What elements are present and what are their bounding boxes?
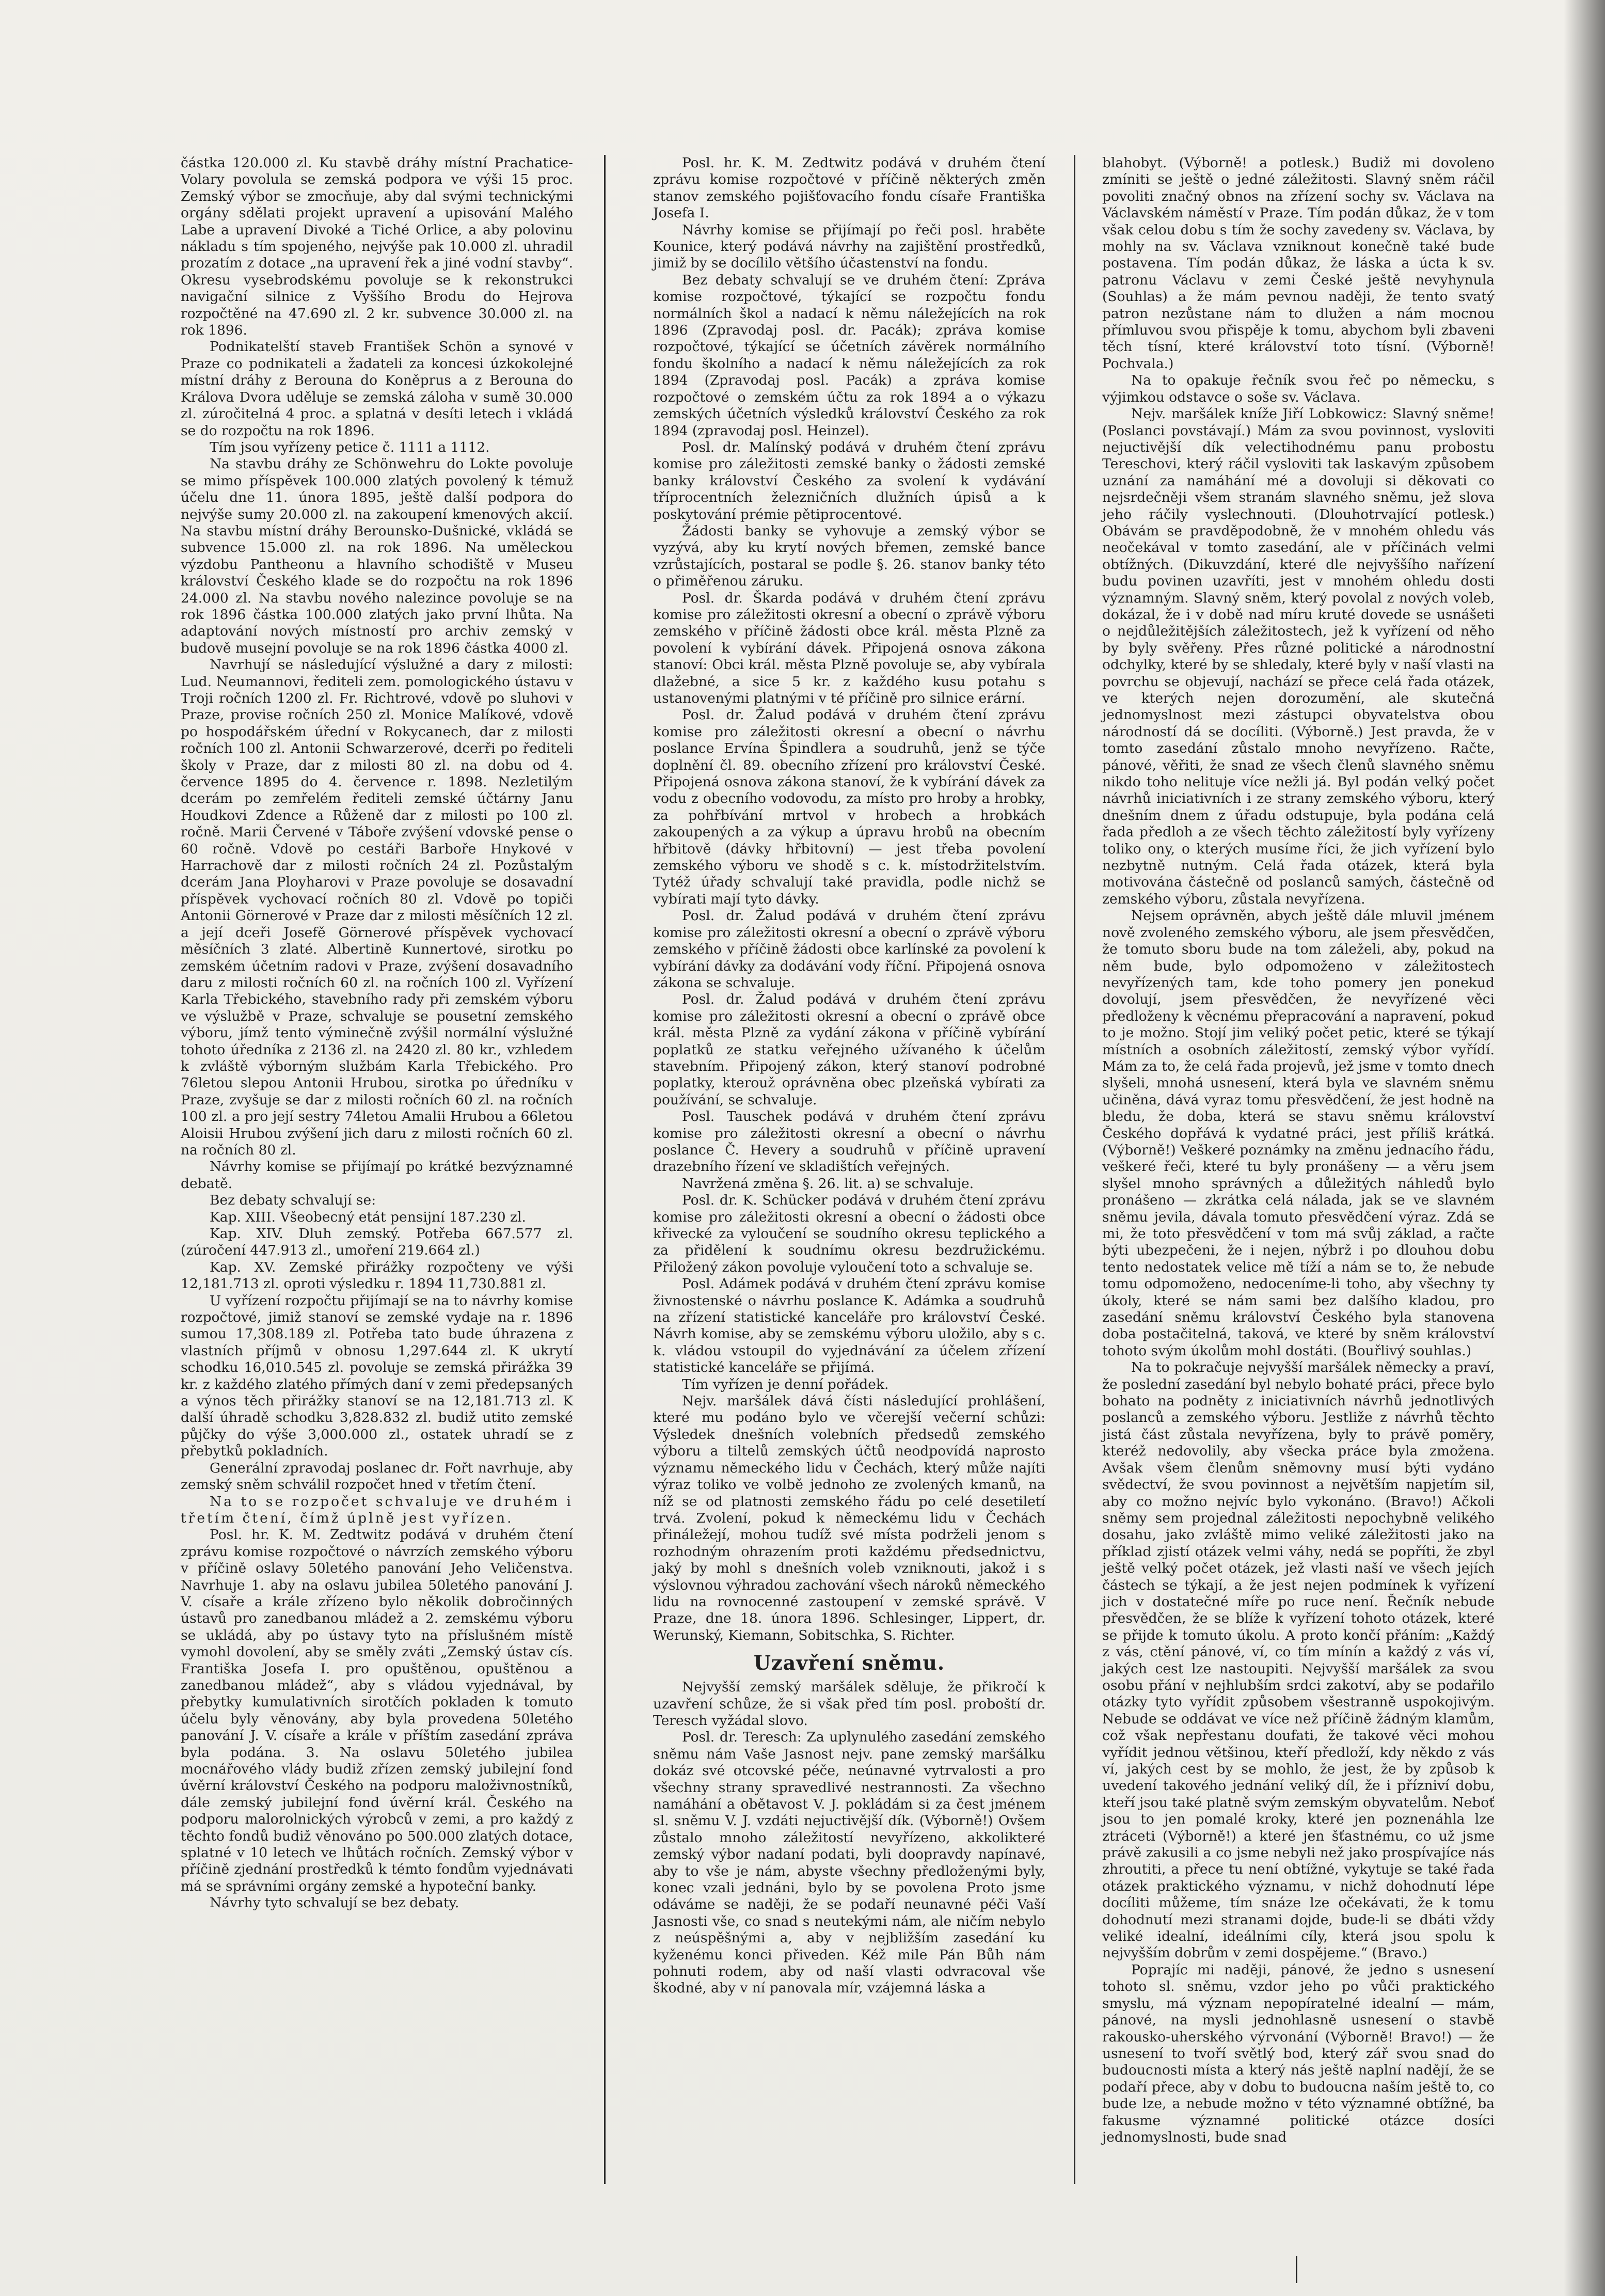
paragraph: Tím vyřízen je denní pořádek. — [682, 1376, 889, 1392]
paragraph: Nejv. maršálek kníže Jiří Lobkowicz: Slavný sněme! (Poslanci povstávají.) Mám za svou povinnost, vysloviti nejuctivější dík velectihodnému panu probostu Tereschovi, který ráčil vysloviti tak laskavým způsobem uznání za namáhání mé a dovoluji si děkovati co nejsrdečněji všem stranám slavného sněmu, jež slova jeho ráčily vyslechnouti. (Dlouhotrvající potlesk.) Obávám se pravděpodobně, že v mnohém ohledu vás neočekával v tomto zasedání, ale v příčinách velmi obtížných. (Dikuvzdání, které dle nejvyššího nařízení budu povinen uzavříti, jest v mnohém ohledu dosti významným. Slavný sněm, který povolal z nových voleb, dokázal, že i v době nad míru kruté dovede se usnášeti o nejdůležitějších záležitostech, jež k vyřízení od něho by byly svěřeny. Přes různé politické a národnostní odchylky, které by se shledaly, které byly v naší vlasti na povrchu se objevují, nachází se přece celá řada otázek, ve kterých nejen dorozumění, ale skutečná jednomyslnost mezi zástupci obyvatelstva obou národností dá se docíliti. (Výborně.) Jest pravda, že v tomto zasedání zůstalo mnoho nevyřízeno. Račte, pánové, věřiti, že snad ze všech členů slavného sněmu nikdo toho nelituje více nežli já. Byl podán velký počet návrhů iniciativních i ze strany zemského výboru, který dnešním dnem z úřadu odstupuje, byla podána celá řada předloh a ze všech těchto záležitostí byly vyřízeny toliko ony, o kterých musíme říci, že jich vyřízení bylo nezbytně nutným. Celá řada otázek, která byla motivována částečně od poslanců samých, částečně od zemského výboru, zůstala nevyřízena. — [1102, 406, 1495, 907]
paragraph: Návrhy tyto schvalují se bez debaty. — [210, 1895, 459, 1911]
paragraph: Kap. XIV. Dluh zemský. Potřeba 667.577 zl. (zúročení 447.913 zl., umoření 219.664 zl.) — [181, 1226, 573, 1259]
paragraph: Posl. hr. K. M. Zedtwitz podává v druhém čtení zprávu komise rozpočtové v příčině některých změn stanov zemského pojišťovacího fondu císaře Františka Josefa I. — [653, 155, 1045, 221]
paragraph: Kap. XV. Zemské přirážky rozpočteny ve výši 12,181.713 zl. oproti výsledku r. 1894 11,730.881 zl. — [181, 1259, 573, 1292]
paragraph: Tím jsou vyřízeny petice č. 1111 a 1112. — [210, 439, 490, 455]
paragraph: Posl. dr. Škarda podává v druhém čtení zprávu komise pro záležitosti okresní a obecní o zprávě výboru zemského v příčině žádosti obce král. města Plzně za povolení k vybírání dávek. Připojená osnova zákona stanoví: Obci král. města Plzně povoluje se, aby vybírala dlažebné, a sice 5 kr. z každého kusu potahu s ustanovenými platnými v té příčině pro silnice erární. — [653, 590, 1045, 706]
paragraph: Nejsem oprávněn, abych ještě dále mluvil jménem nově zvoleného zemského výboru, ale jsem přesvědčen, že tomuto sboru bude na tom záleželi, aby, pokud na něm bude, bylo odpomoženo v záležitostech nevyřízených tam, kde toho pomery jen ponekud dovolují, jsem přesvědčen, že nevyřízené věci předloženy k věcnému přepracování a napravení, pokud to je možno. Stojí jim veliký počet petic, které se týkají místních a osobních záležitostí, zemský výbor vyřídí. Mám za to, že celá řada projevů, jež jsme v tomto dnech slyšeli, mnohá usnesení, která byla ve slavném sněmu učiněna, dává vyraz tomu přesvědčení, že jest hodně na bledu, že doba, která se stavu sněmu království Českého dopřává k vydatné práci, jest příliš krátká. (Výborně!) Veškeré poznámky na změnu jednacího řádu, veškeré řeči, které tu byly pronášeny — a věru jsem slyšel mnoho správných a důležitých náhledů bylo pronášeno — zkrátka celá nálada, jak se ve slavném sněmu jevila, dávala tomuto přesvědčení výraz. Zdá se mi, že toto přesvědčení v tom má svůj základ, a račte býti ubezpečeni, že i nejen, nýbrž i po dlouhou dobu tento nedostatek velice mě tíží a nám se to, že nebude tomu odpomoženo, nedoceníme-li toho, aby všechny ty úkoly, které se nám sami bez dalšího kladou, pro zasedání sněmu království Českého byla stanovena doba postačitelná, taková, ve které by sněm království tohoto svým úkolům mohl dostáti. (Bouřlivý souhlas.) — [1102, 908, 1495, 1359]
section-heading: Uzavření sněmu. — [753, 1651, 945, 1675]
column-rule-left — [604, 155, 606, 2184]
page-edge-shadow — [1564, 0, 1605, 2296]
paragraph: Posl. Adámek podává v druhém čtení zprávu komise živnostenské o návrhu poslance K. Adámka a soudruhů na zřízení statistické kanceláře pro království České. Návrh komise, aby se zemskému výboru uložilo, aby s c. k. vládou vstoupil do vyjednávání za účelem zřízení statistické kanceláře se přijímá. — [653, 1276, 1045, 1376]
column-1 — [181, 155, 573, 1912]
paragraph: Na to opakuje řečník svou řeč po německu, s výjimkou odstavce o soše sv. Václava. — [1102, 372, 1495, 405]
paragraph: Návrhy komise se přijímají po řeči posl. hraběte Kounice, který podává návrhy na zajištění prostředků, jimiž by se docílilo většího účastenství na fondu. — [653, 221, 1045, 272]
paragraph: Posl. dr. Malínský podává v druhém čtení zprávu komise pro záležitosti zemské banky o žádosti zemské banky království Českého za svolení k vydávání tříprocentních železničních dlužních úpisů a k poskytování prémie pětiprocentové. — [653, 439, 1045, 522]
paragraph: Poprajíc mi naději, pánové, že jedno s usnesení tohoto sl. sněmu, vzdor jeho po vůči praktického smyslu, má význam nepopíratelné idealní — mám, pánové, na mysli jednohlasně usnesení o stavbě rakousko-uherského výrvonání (Výborně! Bravo!) — že usnesení to tvoří světlý bod, který zář svou snad do budoucnosti místa a který nás ještě naplní nadějí, že se podaří přece, aby v dobu to budoucna naším ještě to, co bude lze, a nebude možno v této významné obtížné, ba fakusme významné politické otázce dosíci jednomyslnosti, bude snad — [1102, 1961, 1495, 2145]
paragraph: Posl. dr. Teresch: Za uplynulého zasedání zemského sněmu nám Vaše Jasnost nejv. pane zemský maršálku dokáz své otcovské péče, neúnavné vytrvalosti a pro všechny strany spravedlivé nestrannosti. Za všechno namáhání a obětavost V. J. pokládám si za čest jménem sl. sněmu V. J. vzdáti nejuctivější dík. (Výborně!) Ovšem zůstalo mnoho záležitostí nevyřízeno, akkolikteré zemský výbor nadaní podati, byli doopravdy napínavé, aby to vše je nám, abyste všechny předloženými byly, konec vzali jednáni, bylo by se povolena Proto jsme odáváme se naději, že se podaří neunavné péči Vaší Jasnosti vše, co snad s neutekými nám, ale ničím nebylo z neúspěšnými a, aby v nejbližším zasedání ku kyženému konci přiveden. Kéž mile Pán Bůh nám pohnuti rodem, aby od naší vlasti odvracoval vše škodné, aby v ní panovala mír, vzájemná láska a — [653, 1729, 1045, 1997]
paragraph: Kap. XIII. Všeobecný etát pensijní 187.230 zl. — [210, 1209, 526, 1225]
paragraph: Posl. dr. K. Schücker podává v druhém čtení zprávu komise pro záležitosti okresní a obecní o žádosti obce křivecké za vyloučení se soudního okresu teplického a za přidělení k soudnímu okresu bezdružickému. Přiložený zákon povoluje vyloučení toto a schvaluje se. — [653, 1192, 1045, 1275]
paragraph: Bez debaty schvalují se: — [210, 1192, 376, 1209]
paragraph: Posl. dr. Žalud podává v druhém čtení zprávu komise pro záležitosti okresní a obecní o návrhu poslance Ervína Špindlera a soudruhů, jenž se týče doplnění čl. 89. obecního zřízení pro království České. Připojená osnova zákona stanoví, že k vybírání dávek za vodu z obecního vodovodu, za místo pro hroby a hrobky, za pohřbívání mrtvol v hrobech a hrobkách zakoupených a za výkup a úpravu hrobů na obecním hřbitově (dávky hřbitovní) — jest třeba povolení zemského výboru ve shodě s c. k. místodržitelstvím. Tytéž úřady schvalují také pravidla, podle nichž se vybírati mají tyto dávky. — [653, 707, 1045, 907]
column-2 — [653, 155, 1045, 1997]
paragraph: Bez debaty schvalují se ve druhém čtení: Zpráva komise rozpočtové, týkající se rozpočtu fondu normálních škol a nadací k němu náležejících na rok 1896 (Zpravodaj posl. dr. Pacák); zpráva komise rozpočtové, týkající se účetních závěrek normálního fondu školního a nadací k němu náležejících za rok 1894 (Zpravodaj posl. Pacák) a zpráva komise rozpočtové o zemském účtu za rok 1894 a o výkazu zemských účetních výsledků království Českého za rok 1894 (zpravodaj posl. Heinzel). — [653, 272, 1045, 439]
paragraph: Posl. hr. K. M. Zedtwitz podává v druhém čtení zprávu komise rozpočtové o návrzích zemského výboru v příčině oslavy 50letého panování Jeho Veličenstva. Navrhuje 1. aby na oslavu jubilea 50letého panování J. V. císaře a krále zřízeno bylo několik dobročinných ústavů pro zanedbanou mládež a 2. zemskému výboru se ukládá, aby po ústavy tyto na příslušném místě vymohl dovolení, aby se směly zváti „Zemský ústav cís. Františka Josefa I. pro opuštěnou, opuštěnou a zanedbanou mládež“, aby s vládou vyjednával, by přebytky kumulativních sirotčích pokladen k tomuto účelu byly věnovány, aby byla provedena 50letého panování J. V. císaře a krále v příštím zasedání zpráva byla podána. 3. Na oslavu 50letého jubilea mocnářového vlády budiž zřízen zemský jubilejní fond úvěrní království Českého na podporu maloživnostníků, dále zemský jubilejní fond úvěrní král. Českého na podporu malorolnických výrobců v zemi, a pro každý z těchto fondů budiž věnováno po 500.000 zlatých dotace, splatné v 10 letech ve lhůtách ročních. Zemský výbor v příčině zjednání prostředků k témto fondům vyjednávati má se správními orgány zemské a hypoteční banky. — [181, 1527, 573, 1894]
paragraph: Podnikatelští staveb František Schön a synové v Praze co podnikateli a žadateli za koncesi úzkokolejné místní dráhy z Berouna do Koněprus a z Berouna do Králova Dvora uděluje se zemská záloha v sumě 30.000 zl. zúročitelná 4 proc. a splatná v desíti letech i vkládá se do rozpočtu na rok 1896. — [181, 339, 573, 439]
paragraph: Na to se rozpočet schvaluje ve druhém i třetím čtení, čímž úplně jest vyřízen. — [181, 1493, 573, 1526]
paragraph: blahobyt. (Výborně! a potlesk.) Budiž mi dovoleno zmíniti se ještě o jedné záležitosti. Slavný sněm ráčil povoliti značný obnos na zřízení sochy sv. Václava na Václavském náměstí v Praze. Tím podán důkaz, že v tom však celou dobu s tím že sochy zavedeny sv. Václava, by mohly na sv. Václava vzniknout konečně také bude postavena. Tím podán důkaz, že láska a úcta k sv. patronu Václavu v zemi České ještě nevyhynula (Souhlas) a že mám pevnou naději, že tento svatý patron nezůstane nám to dlužen a nám mocnou přímluvou svou přispěje k tomu, abychom byli zbaveni těch tísní, které království toto tísní. (Výborně! Pochvala.) — [1102, 155, 1495, 372]
paragraph: Na to pokračuje nejvyšší maršálek německy a praví, že poslední zasedání byl nebylo bohaté práci, přece bylo bohato na podněty z iniciativních návrhů jednotlivých poslanců a zemského výboru. Jestliže z návrhů těchto jistá část zůstala nevyřízena, byly to právě poměry, kteréž nedovolily, aby všecka práce byla zmožena. Avšak všem členům sněmovny musí býti vydáno svědectví, že svou povinnost a největším napjetím sil, aby co možno nejvíc bylo vykonáno. (Bravo!) Ačkoli sněmy sem projednal záležitosti nepochybně velikého dosahu, jako zvláště mimo veliké záležitosti jako na příklad zjistí otázek velmi váhy, nedá se popříti, že zbyl ještě velký počet otázek, jež vlasti naší ve všech jejích částech se týkají, a že jest nejen podmínek k vyřízení jich v dostatečné míře po ruce není. Řečník nebude přesvědčen, že se blíže k vyřízení tohoto otázek, které se přijde k tomuto úkolu. A proto končí přáním: „Každý z vás, ctění pánové, ví, co tím mínín a každý z vás ví, jakých cest lze nastoupiti. Nejvyšší maršálek za svou osobu přání v nejhlubším srdci zakotví, aby se podařilo otázky tyto vyřídit způsobem všestranně uspokojivým. Nebude se oddávat ve více než příčině žádným klamům, což však nepřestanu doufati, že takové věci mohou vyřídit jednou většinou, kteří předloží, kdy někdo z vás ví, jakých cest by se mohlo, že jest, že by způsob k uvedení takového jednání veliký díl, že i přízniví dobu, kteří jsou také platně svým zemským obyvatelům. Neboť jsou to jen pomalé kroky, které jen poznenáhla lze ztráceti (Výborně!) a které jen šťastnému, co už jsme právě zakusili a co jsme nebyli než jako prospívajíce nás zhroutiti, a přece tu není obtížné, vykytuje se také řada otázek praktického významu, v nichž dohodnutí lépe docíliti můžeme, tím snáze lze očekávati, že k tomu dohodnutí mezi stranami dojde, bude-li se dbáti vždy veliké idealní, ideálními cíly, která jsou spolu k nejvyšším dobrům v zemi dospějeme.“ (Bravo.) — [1102, 1359, 1495, 1961]
paragraph: Žádosti banky se vyhovuje a zemský výbor se vyzývá, aby ku krytí nových břemen, zemské bance vzrůstajících, postaral se podle §. 26. stanov banky této o přiměřenou záruku. — [653, 522, 1045, 590]
paragraph: částka 120.000 zl. Ku stavbě dráhy místní Prachatice-Volary povolula se zemská podpora ve výši 15 proc. Zemský výbor se zmocňuje, aby dal svými technickými orgány sdělati projekt upravení a upisování Malého Labe a upravení Divoké a Tiché Orlice, a aby polovinu nákladu s tím spojeného, nejvýše pak 10.000 zl. uhradil prozatím z dotace „na upravení řek a jiné vodní stavby“. Okresu vysebrodskému povoluje se k rekonstrukci navigační silnice z Vyššího Brodu do Hejrova rozpočtěné na 47.690 zl. 2 kr. subvence 30.000 zl. na rok 1896. — [181, 155, 573, 339]
paragraph: Nejv. maršálek dává čísti následující prohlášení, které mu podáno bylo ve včerejší večerní schůzi: Výsledek dnešních volebních předsedů zemského výboru a tiltelů zemských účtů neodpovídá naprosto významu německého lidu v Čechách, který může najíti výraz toliko ve volbě jednoho ze zvolených kmanů, na níž se od platnosti zemského řádu po celé desetiletí trvá. Zvolení, pokud k německému lidu v Čechách přináležejí, mohou tudíž své místa podrželi jenom s rozhodným ohrazením proti každému předsednictvu, jaký by mohl s dnešních voleb vzniknouti, jakož i s výslovnou výhradou zachování všech nároků německého lidu na rovnocenné zastoupení v zemské správě. V Praze, dne 18. února 1896. Schlesinger, Lippert, dr. Werunský, Kiemann, Sobitschka, S. Richter. — [653, 1393, 1045, 1643]
paragraph: Generální zpravodaj poslanec dr. Fořt navrhuje, aby zemský sněm schválil rozpočet hned v třetím čtení. — [181, 1460, 573, 1493]
paragraph: Navrhují se následující výslužné a dary z milosti: Lud. Neumannovi, řediteli zem. pomologického ústavu v Troji ročních 1200 zl. Fr. Richtrové, vdově po sluhovi v Praze, provise ročních 250 zl. Monice Malíkové, vdově po hospodářském úřední v Rokycanech, dar z milosti ročních 100 zl. Antonii Schwarzerové, dcerři po řediteli školy v Praze, dar z milosti 80 zl. na dobu od 4. července 1895 do 4. července r. 1898. Nezletilým dcerám po zemřelém řediteli zemské účtárny Janu Houdkovi Zdence a Růženě dar z milosti po 100 zl. ročně. Marii Červené v Táboře zvýšení vdovské pense o 60 ročně. Vdově po cestáři Barboře Hnykové v Harrachově dar z milosti ročních 24 zl. Pozůstalým dcerám Jana Ployharovi v Praze povoluje se dosavadní příspěvek vychovací ročních 80 zl. Vdově po topiči Antonii Görnerové v Praze dar z milosti měsíčních 12 zl. a její dceři Josefě Görnerové příspěvek vychovací měsíčních 3 zlaté. Albertině Kunnertové, sirotku po zemském účetním radovi v Praze, zvýšení dosavadního daru z milosti ročních 60 zl. na ročních 100 zl. Vyřízení Karla Třebického, stavebního rady při zemském výboru ve výslužbě v Praze, schvaluje se pousetní zemského výboru, jímž tento výminečně zvýšil normální výslužné tohoto úředníka z 2136 zl. na 2420 zl. 80 kr., vzhledem k zvláště výborným službám Karla Třebického. Pro 76letou slepou Antonii Hrubou, sirotka po úředníku v Praze, zvyšuje se dar z milosti ročních 60 zl. na ročních 100 zl. a pro její sestry 74letou Amalii Hrubou a 66letou Aloisii Hrubou zvýšení jich daru z milosti ročních 60 zl. na ročních 80 zl. — [181, 657, 573, 1158]
column-rule-right — [1074, 155, 1075, 2184]
paragraph: Nejvyšší zemský maršálek sděluje, že přikročí k uzavření schůze, že si však před tím posl. proboští dr. Teresch vyžádal slovo. — [653, 1679, 1045, 1729]
paragraph: Posl. Tauschek podává v druhém čtení zprávu komise pro záležitosti okresní a obecní o návrhu poslance Č. Hevery a soudruhů v příčině upravení drazebního řízení ve skladištích veřejných. — [653, 1109, 1045, 1175]
paragraph: Na stavbu dráhy ze Schönwehru do Lokte povoluje se mimo příspěvek 100.000 zlatých povolený k témuž účelu dne 11. února 1895, ještě další podpora do nejvýše sumy 20.000 zl. na zakoupení kmenových akcií. Na stavbu místní dráhy Berounsko-Dušnické, vkládá se subvence 15.000 zl. na rok 1896. Na uměleckou výzdobu Pantheonu a hlavního schodiště v Museu království Českého klade se do rozpočtu na rok 1896 24.000 zl. Na stavbu nového nalezince povoluje se na rok 1896 částka 100.000 zlatých jako první lhůta. Na adaptování nových místností pro archiv zemský v budově musejní povoluje se na rok 1896 částka 4000 zl. — [181, 456, 573, 656]
paragraph: Návrhy komise se přijímají po krátké bezvýznamné debatě. — [181, 1159, 573, 1192]
paragraph: U vyřízení rozpočtu přijímají se na to návrhy komise rozpočtové, jimiž stanoví se zemské vydaje na r. 1896 sumou 17,308.189 zl. Potřeba tato bude úhrazena z vlastních příjmů v obnosu 1,297.644 zl. K ukrytí schodku 16,010.545 zl. povoluje se zemská přirážka 39 kr. z každého zlatého přímých daní v zemi předepsaných a výnos těch přirážky stanoví se na 12,181.713 zl. K další úhradě schodku 3,828.832 zl. budiž utito zemské půjčky do výše 3,000.000 zl., ostatek uhradí se z přebytků pokladních. — [181, 1292, 573, 1460]
paragraph: Navržená změna §. 26. lit. a) se schvaluje. — [682, 1175, 974, 1192]
paragraph: Posl. dr. Žalud podává v druhém čtení zprávu komise pro záležitosti okresní a obecní o zprávě obce král. města Plzně za vydání zákona v příčině vybírání poplatků ze statku veřejného užívaného k účelům stavebním. Připojený zákon, který stanoví podrobné poplatky, kterouž oprávněna obec plzeňská vybírati za používání, se schvaluje. — [653, 991, 1045, 1108]
footer-mark — [1296, 2256, 1297, 2283]
column-3 — [1102, 155, 1495, 2146]
paragraph: Posl. dr. Žalud podává v druhém čtení zprávu komise pro záležitosti okresní a obecní o zprávě výboru zemského v příčině žádosti obce karlínské za povolení k vybírání dávky za dodávání vody říční. Připojená osnova zákona se schvaluje. — [653, 908, 1045, 991]
